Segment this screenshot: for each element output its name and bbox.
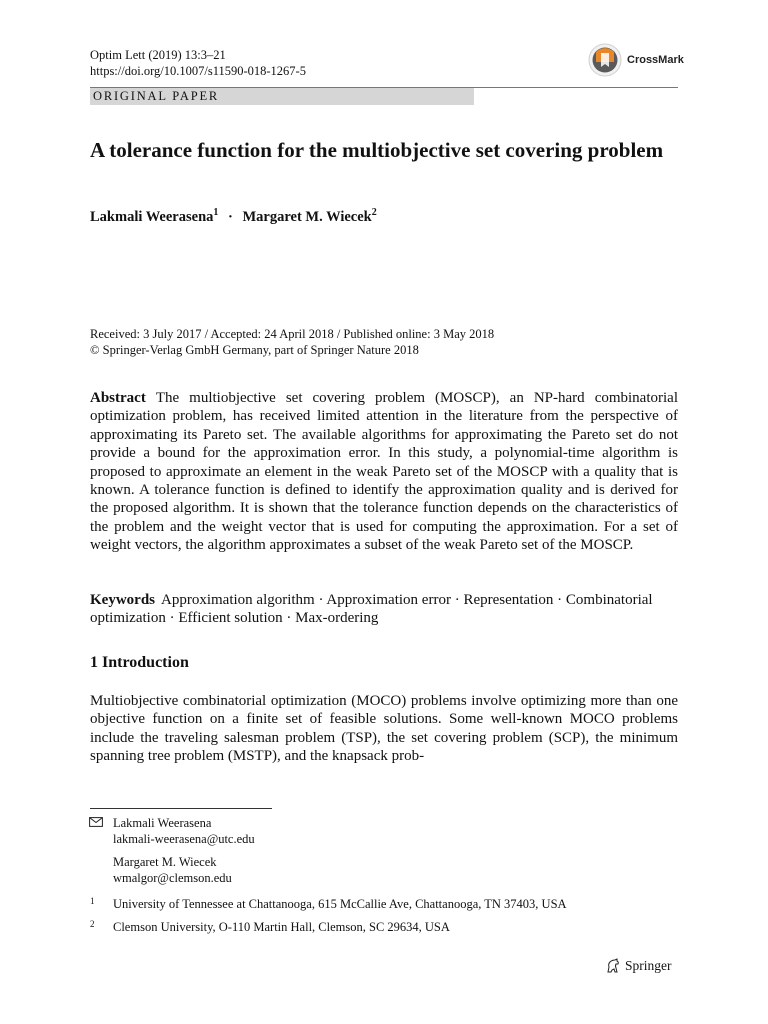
crossmark-badge[interactable] bbox=[587, 42, 684, 78]
received-accepted-dates: Received: 3 July 2017 / Accepted: 24 April 2018 / Published online: 3 May 2018 bbox=[90, 327, 495, 341]
abstract bbox=[90, 389, 678, 555]
author-affiliation-marker: 2 bbox=[371, 207, 377, 218]
abstract-label: Abstract bbox=[90, 390, 146, 406]
article-type-band bbox=[90, 88, 474, 105]
article-title: A tolerance function for the multiobjective set covering problem bbox=[90, 138, 664, 162]
footnote-rule bbox=[90, 808, 272, 809]
corresponding-authors bbox=[113, 816, 255, 886]
crossmark-icon bbox=[587, 42, 623, 78]
contact-email[interactable]: wmalgor@clemson.edu bbox=[113, 870, 232, 885]
affiliation-number: 1 bbox=[90, 896, 95, 906]
springer-horse-icon bbox=[605, 958, 621, 974]
section-heading: 1 Introduction bbox=[90, 654, 189, 671]
author-list bbox=[90, 207, 377, 226]
journal-reference: Optim Lett (2019) 13:3–21 bbox=[90, 48, 226, 62]
author-affiliation-marker: 1 bbox=[213, 207, 219, 218]
publication-dates bbox=[90, 327, 690, 358]
envelope-icon bbox=[89, 817, 103, 827]
keywords-text: Approximation algorithm · Approximation error · Representation · Combinatorial optimization · Efficient solution · Max-ordering bbox=[90, 592, 653, 627]
doi-link[interactable]: https://doi.org/10.1007/s11590-018-1267-5 bbox=[90, 63, 306, 78]
publisher-logo bbox=[605, 958, 672, 974]
article-type-label: ORIGINAL PAPER bbox=[93, 89, 220, 103]
affiliation-text: University of Tennessee at Chattanooga, 615 McCallie Ave, Chattanooga, TN 37403, USA bbox=[113, 897, 567, 911]
journal-header bbox=[90, 48, 306, 79]
affiliation-text: Clemson University, O-110 Martin Hall, Clemson, SC 29634, USA bbox=[113, 920, 450, 934]
keywords-label: Keywords bbox=[90, 592, 155, 608]
contact-name: Lakmali Weerasena bbox=[113, 816, 212, 830]
crossmark-label: CrossMark bbox=[627, 54, 684, 66]
copyright-line: © Springer-Verlag GmbH Germany, part of Springer Nature 2018 bbox=[90, 342, 419, 357]
author-name[interactable]: Margaret M. Wiecek bbox=[242, 208, 372, 225]
author-name[interactable]: Lakmali Weerasena bbox=[90, 208, 214, 225]
author-separator: · bbox=[228, 208, 233, 225]
abstract-text: The multiobjective set covering problem (MOSCP), an NP-hard combinatorial optimization problem, has received limited attention in the literature from the perspective of approximating its Pareto set. The available algorithms for approximating the Pareto set do not provide a bound for the approximation error. In this study, a polynomial-time algorithm is proposed to approximate an element in the weak Pareto set of the MOSCP with a quality that is known. A tolerance function is defined to identify the approximation quality and is derived for the proposed algorithm. It is shown that the tolerance function depends on the characteristics of the problem and the weight vector that is used for computing the approximation. For a set of weight vectors, the algorithm approximates a subset of the weak Pareto set of the MOSCP. bbox=[90, 390, 678, 554]
publisher-name: Springer bbox=[625, 958, 672, 973]
contact-email[interactable]: lakmali-weerasena@utc.edu bbox=[113, 831, 255, 846]
introduction-paragraph: Multiobjective combinatorial optimization (MOCO) problems involve optimizing more than one objective function on a finite set of feasible solutions. Some well-known MOCO problems include the traveling salesman problem (TSP), the set covering problem (SCP), the minimum spanning tree problem (MSTP), and the knapsack prob- bbox=[90, 693, 678, 765]
keywords bbox=[90, 591, 678, 628]
affiliation-number: 2 bbox=[90, 919, 95, 929]
contact-name: Margaret M. Wiecek bbox=[113, 855, 217, 869]
